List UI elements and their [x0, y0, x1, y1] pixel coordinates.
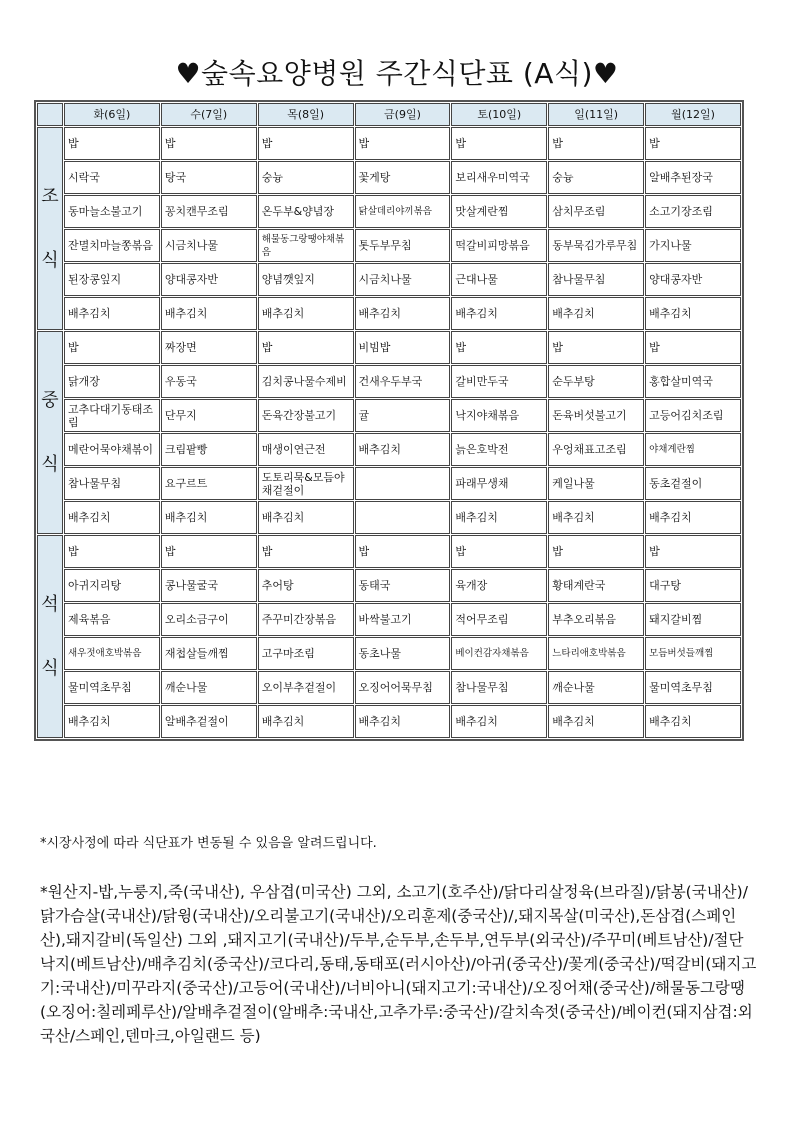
menu-cell: 비빔밥: [355, 331, 451, 364]
menu-cell: 동마늘소불고기: [64, 195, 160, 228]
menu-cell: 메란어묵야채볶이: [64, 433, 160, 466]
menu-cell: 참나물무침: [548, 263, 644, 296]
menu-cell: 숭늉: [258, 161, 354, 194]
menu-cell: 갈비만두국: [451, 365, 547, 398]
menu-cell: 홍합살미역국: [645, 365, 741, 398]
menu-cell: 배추김치: [451, 501, 547, 534]
menu-cell: 배추김치: [64, 705, 160, 738]
weekly-menu-table: [34, 100, 744, 741]
table-row: [37, 637, 741, 670]
day-header: 월(12일): [645, 103, 741, 126]
menu-cell: 양대콩자반: [645, 263, 741, 296]
menu-cell: 육개장: [451, 569, 547, 602]
menu-cell: 양대콩자반: [161, 263, 257, 296]
table-row: [37, 195, 741, 228]
table-row: [37, 399, 741, 432]
page-title: ♥숲속요양병원 주간식단표 (A식)♥: [175, 57, 619, 90]
menu-cell: 밥: [64, 127, 160, 160]
menu-cell: 해물동그랑땡야채볶음: [258, 229, 354, 262]
menu-cell: 배추김치: [161, 501, 257, 534]
menu-cell: 밥: [355, 535, 451, 568]
table-row: [37, 535, 741, 568]
menu-cell: 요구르트: [161, 467, 257, 500]
menu-cell: 된장콩잎지: [64, 263, 160, 296]
menu-cell: 배추김치: [645, 501, 741, 534]
menu-cell: 밥: [161, 535, 257, 568]
menu-cell: 파래무생채: [451, 467, 547, 500]
menu-cell: 배추김치: [548, 297, 644, 330]
menu-cell: 오징어어묵무침: [355, 671, 451, 704]
menu-cell: 돼지갈비찜: [645, 603, 741, 636]
menu-cell: 배추김치: [355, 705, 451, 738]
menu-cell: 동초겉절이: [645, 467, 741, 500]
day-header: 수(7일): [161, 103, 257, 126]
menu-cell: 밥: [645, 535, 741, 568]
menu-cell: 건새우두부국: [355, 365, 451, 398]
menu-cell: 우동국: [161, 365, 257, 398]
menu-cell: 고등어김치조림: [645, 399, 741, 432]
menu-cell: 배추김치: [645, 297, 741, 330]
menu-cell: 밥: [645, 127, 741, 160]
menu-cell: 밥: [161, 127, 257, 160]
menu-cell: 알배추겉절이: [161, 705, 257, 738]
menu-cell: 배추김치: [355, 297, 451, 330]
menu-cell: 물미역초무침: [645, 671, 741, 704]
table-row: [37, 331, 741, 364]
menu-cell: 밥: [451, 331, 547, 364]
menu-cell: 새우젓애호박볶음: [64, 637, 160, 670]
menu-cell: 밥: [64, 331, 160, 364]
menu-cell: 늙은호박전: [451, 433, 547, 466]
menu-cell: 낙지야채볶음: [451, 399, 547, 432]
menu-cell: 꽁치캔무조림: [161, 195, 257, 228]
menu-cell: 아귀지리탕: [64, 569, 160, 602]
menu-cell: 김치콩나물수제비: [258, 365, 354, 398]
menu-cell: 닭개장: [64, 365, 160, 398]
menu-cell: 온두부&양념장: [258, 195, 354, 228]
menu-cell: 베이컨감자채볶음: [451, 637, 547, 670]
menu-cell: 밥: [548, 331, 644, 364]
day-header: 금(9일): [355, 103, 451, 126]
menu-cell: 적어무조림: [451, 603, 547, 636]
menu-cell: 배추김치: [548, 705, 644, 738]
menu-cell: 대구탕: [645, 569, 741, 602]
meal-label: 석 식: [37, 535, 63, 738]
corner-cell: [37, 103, 63, 126]
menu-cell: 밥: [64, 535, 160, 568]
menu-cell: 동초나물: [355, 637, 451, 670]
table-row: [37, 433, 741, 466]
menu-cell: 양념깻잎지: [258, 263, 354, 296]
menu-cell: 배추김치: [451, 705, 547, 738]
menu-cell: 배추김치: [161, 297, 257, 330]
menu-cell: 부추오리볶음: [548, 603, 644, 636]
menu-cell: 삼치무조림: [548, 195, 644, 228]
menu-cell: 오이부추겉절이: [258, 671, 354, 704]
menu-cell: 밥: [548, 127, 644, 160]
table-row: [37, 127, 741, 160]
menu-cell: 제육볶음: [64, 603, 160, 636]
menu-cell: 밥: [645, 331, 741, 364]
menu-cell: 느타리애호박볶음: [548, 637, 644, 670]
menu-cell: 깨순나물: [548, 671, 644, 704]
menu-cell: 단무지: [161, 399, 257, 432]
menu-cell: [355, 467, 451, 500]
table-row: [37, 671, 741, 704]
menu-cell: 고구마조림: [258, 637, 354, 670]
table-row: [37, 569, 741, 602]
menu-cell: 꽃게탕: [355, 161, 451, 194]
menu-cell: 배추김치: [451, 297, 547, 330]
day-header: 일(11일): [548, 103, 644, 126]
menu-cell: 근대나물: [451, 263, 547, 296]
menu-cell: 추어탕: [258, 569, 354, 602]
menu-cell: 우엉채표고조림: [548, 433, 644, 466]
table-row: [37, 501, 741, 534]
table-row: [37, 467, 741, 500]
table-row: [37, 263, 741, 296]
table-row: [37, 161, 741, 194]
menu-cell: 순두부탕: [548, 365, 644, 398]
menu-cell: 보리새우미역국: [451, 161, 547, 194]
menu-cell: 깨순나물: [161, 671, 257, 704]
menu-cell: 배추김치: [355, 433, 451, 466]
menu-cell: 주꾸미간장볶음: [258, 603, 354, 636]
menu-cell: 숭늉: [548, 161, 644, 194]
origin-text: *원산지-밥,누룽지,죽(국내산), 우삼겹(미국산) 그외, 소고기(호주산)/닭다리살정육(브라질)/닭봉(국내산)/닭가슴살(국내산)/닭윙(국내산)/오리불고기(국내산)/오리훈제(중국산)/,돼지목살(미국산),돈삼겹(스페인산),돼지갈비(독일산) 그외 ,돼지고기(국내산)/두부,순두부,손두부,연두부(외국산)/주꾸미(베트남산)/절단낙지(베트남산)/배추김치(중국산)/코다리,동태,동태포(러시아산)/아귀(중국산)/꽃게(중국산)/떡갈비(돼지고기:국내산)/미꾸라지(중국산)/고등어(국내산)/너비아니(돼지고기:국내산)/오징어채(중국산)/해물동그랑땡(오징어:칠레페루산)/알배추겉절이(알배추:국내산,고추가루:중국산)/갈치속젓(중국산)/베이컨(돼지삼겹:외국산/스페인,덴마크,아일랜드 등): [40, 883, 757, 1045]
menu-cell: 케일나물: [548, 467, 644, 500]
menu-cell: 돈육간장불고기: [258, 399, 354, 432]
menu-cell: 야채계란찜: [645, 433, 741, 466]
menu-cell: 고추다대기동태조림: [64, 399, 160, 432]
day-header: 화(6일): [64, 103, 160, 126]
table-row: [37, 603, 741, 636]
menu-cell: [355, 501, 451, 534]
menu-cell: 맛살계란찜: [451, 195, 547, 228]
menu-cell: 재첩살들깨찜: [161, 637, 257, 670]
menu-cell: 밥: [355, 127, 451, 160]
menu-cell: 톳두부무침: [355, 229, 451, 262]
menu-cell: 콩나물굴국: [161, 569, 257, 602]
menu-cell: 모듬버섯들깨찜: [645, 637, 741, 670]
menu-cell: 밥: [548, 535, 644, 568]
menu-body: [37, 127, 741, 738]
menu-cell: 동부묵김가루무침: [548, 229, 644, 262]
menu-cell: 시금치나물: [161, 229, 257, 262]
menu-cell: 돈육버섯불고기: [548, 399, 644, 432]
menu-cell: 가지나물: [645, 229, 741, 262]
menu-cell: 짜장면: [161, 331, 257, 364]
menu-cell: 참나물무침: [451, 671, 547, 704]
menu-cell: 잔멸치마늘쫑볶음: [64, 229, 160, 262]
menu-cell: 밥: [451, 535, 547, 568]
day-header: 토(10일): [451, 103, 547, 126]
menu-cell: 황태계란국: [548, 569, 644, 602]
menu-cell: 닭살데리야끼볶음: [355, 195, 451, 228]
menu-cell: 매생이연근전: [258, 433, 354, 466]
menu-cell: 배추김치: [258, 705, 354, 738]
menu-cell: 소고기장조림: [645, 195, 741, 228]
menu-cell: 배추김치: [64, 501, 160, 534]
meal-label: 조 식: [37, 127, 63, 330]
menu-cell: 밥: [451, 127, 547, 160]
menu-cell: 배추김치: [548, 501, 644, 534]
menu-cell: 배추김치: [645, 705, 741, 738]
menu-cell: 시금치나물: [355, 263, 451, 296]
table-row: [37, 297, 741, 330]
menu-cell: 배추김치: [64, 297, 160, 330]
menu-cell: 오리소금구이: [161, 603, 257, 636]
menu-cell: 떡갈비피망볶음: [451, 229, 547, 262]
menu-cell: 시락국: [64, 161, 160, 194]
menu-cell: 배추김치: [258, 297, 354, 330]
menu-cell: 동태국: [355, 569, 451, 602]
menu-cell: 귤: [355, 399, 451, 432]
menu-cell: 배추김치: [258, 501, 354, 534]
menu-cell: 도토리묵&모듬야채겉절이: [258, 467, 354, 500]
menu-cell: 크림팥빵: [161, 433, 257, 466]
menu-cell: 물미역초무침: [64, 671, 160, 704]
menu-cell: 밥: [258, 127, 354, 160]
meal-label: 중 식: [37, 331, 63, 534]
table-row: [37, 229, 741, 262]
menu-cell: 밥: [258, 331, 354, 364]
menu-cell: 알배추된장국: [645, 161, 741, 194]
table-row: [37, 365, 741, 398]
notice-text: *시장사정에 따라 식단표가 변동될 수 있음을 알려드립니다.: [40, 836, 377, 851]
menu-cell: 밥: [258, 535, 354, 568]
day-header: 목(8일): [258, 103, 354, 126]
table-row: [37, 705, 741, 738]
menu-cell: 바싹불고기: [355, 603, 451, 636]
menu-cell: 탕국: [161, 161, 257, 194]
menu-cell: 참나물무침: [64, 467, 160, 500]
day-header-row: [37, 103, 741, 126]
